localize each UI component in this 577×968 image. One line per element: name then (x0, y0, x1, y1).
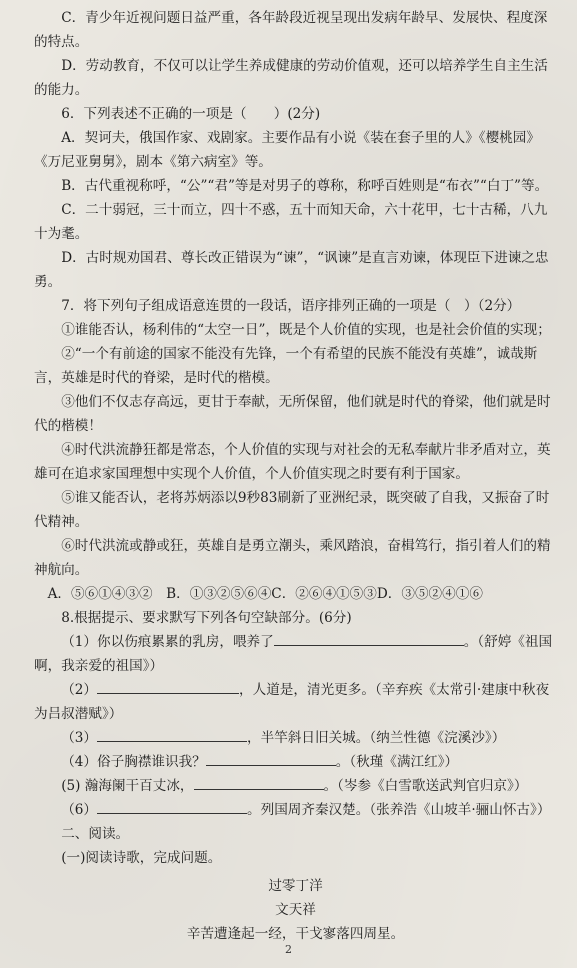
fill-item-4-prompt: （4）俗子胸襟谁识我？ (61, 754, 206, 770)
page-number: 2 (285, 943, 292, 956)
question-8: 8.根据提示、要求默写下列各句空缺部分。(6分) (61, 610, 352, 626)
answer-blank-2[interactable] (97, 678, 239, 694)
answer-blank-5[interactable] (194, 774, 324, 790)
fill-item-5-source: 。（岑参《白雪歌送武判官归京》） (323, 778, 528, 794)
fill-item-1-source: 。（舒婷《祖国啊，我亲爱的祖国》） (34, 634, 553, 674)
question-7-options: A．⑤⑥①④③② B．①③②⑤⑥④C．②⑥④①⑤③D．③⑤②④①⑥ (47, 586, 483, 602)
sentence-5: ⑤谁又能否认，老将苏炳添以9秒83刷新了亚洲纪录，既突破了自我，又振奋了时代精神。 (34, 490, 550, 530)
poem-title: 过零丁洋 (268, 878, 323, 894)
fill-item-3-prompt: （3） (61, 730, 98, 746)
fill-item-6 (34, 798, 557, 822)
sentence-1: ①谁能否认，杨利伟的“太空一日”，既是个人价值的实现，也是社会价值的实现； (61, 322, 551, 338)
section-2-heading: 二、阅读。 (61, 826, 130, 842)
fill-item-1-prompt: （1）你以伤痕累累的乳房，喂养了 (61, 634, 274, 650)
sentence-2: ②“一个有前途的国家不能没有先锋，一个有希望的民族不能没有英雄”，诚哉斯言，英雄是时代的脊梁，是时代的楷模。 (34, 346, 538, 386)
answer-blank-1[interactable] (274, 630, 464, 646)
section-2-subheading: (一)阅读诗歌，完成问题。 (61, 850, 222, 866)
sentence-6: ⑥时代洪流或静或狂，英雄自是勇立潮头，乘风踏浪，奋楫笃行，指引着人们的精神航向。 (34, 538, 551, 578)
poem-line-1: 辛苦遭逢起一经，干戈寥落四周星。 (186, 926, 405, 942)
fill-item-6-source: 。列国周齐秦汉楚。（张养浩《山坡羊·骊山怀古》） (247, 802, 551, 818)
question-6: 6．下列表述不正确的一项是（ ）(2分) (61, 106, 321, 122)
fill-item-5-prompt: (5) 瀚海阑干百丈冰， (61, 778, 194, 794)
question-7: 7．将下列句子组成语意连贯的一段话，语序排列正确的一项是（ ）（2分） (61, 298, 521, 314)
fill-item-2-prompt: （2） (61, 682, 98, 698)
poem-author: 文天祥 (275, 902, 316, 918)
fill-item-3-source: ，半竿斜日旧关城。（纳兰性德《浣溪沙》） (247, 730, 506, 746)
question-6-option-c: C．二十弱冠，三十而立，四十不惑，五十而知天命，六十花甲，七十古稀，八九十为耄。 (34, 202, 548, 242)
fill-item-5 (34, 774, 557, 798)
answer-blank-4[interactable] (206, 750, 336, 766)
question-6-option-a: A．契诃夫，俄国作家、戏剧家。主要作品有小说《装在套子里的人》《樱桃园》《万尼亚舅舅》，剧本《第六病室》等。 (34, 130, 540, 170)
fill-item-4 (34, 750, 557, 774)
question-6-option-b: B．古代重视称呼，“公”“君”等是对男子的尊称，称呼百姓则是“布衣”“白丁”等。 (61, 178, 549, 194)
fill-item-4-source: 。（秋瑾《满江红》） (335, 754, 459, 770)
fill-item-2 (34, 678, 557, 726)
question-6-option-d: D．古时规劝国君、尊长改正错误为“谏”，“讽谏”是直言劝谏，体现臣下进谏之忠勇。 (34, 250, 549, 290)
sentence-3: ③他们不仅志存高远，更甘于奉献，无所保留，他们就是时代的脊梁，他们就是时代的楷模！ (34, 394, 551, 434)
fill-item-1 (34, 630, 557, 678)
fill-item-2-source: ，人道是，清光更多。（辛弃疾《太常引·建康中秋夜为吕叔潜赋》） (34, 682, 550, 722)
sentence-4: ④时代洪流静狂都是常态，个人价值的实现与对社会的无私奉献片非矛盾对立，英雄可在追求家国理想中实现个人价值，个人价值实现之时要有利于国家。 (34, 442, 551, 482)
answer-blank-6[interactable] (97, 798, 247, 814)
option-c-text: C．青少年近视问题日益严重，各年龄段近视呈现出发病年龄早、发展快、程度深的特点。 (34, 10, 548, 50)
answer-blank-3[interactable] (97, 726, 247, 742)
fill-item-3 (34, 726, 557, 750)
fill-item-6-prompt: （6） (61, 802, 98, 818)
option-d-text: D．劳动教育，不仅可以让学生养成健康的劳动价值观，还可以培养学生自主生活的能力。 (34, 58, 548, 98)
